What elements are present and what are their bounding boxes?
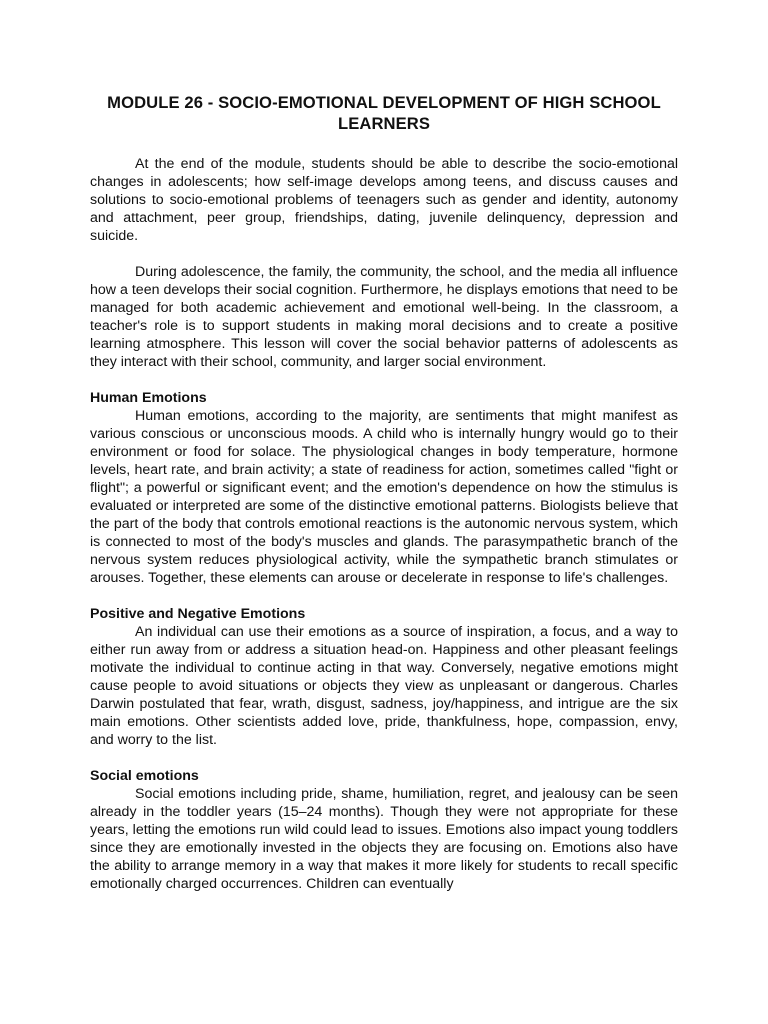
intro-paragraph-2: During adolescence, the family, the community, the school, and the media all influence how a teen develops their social cognition. Furthermore, he displays emotions that need to be managed for both academic achievement and emotional well-being. In the classroom, a teacher's role is to support students in making moral decisions and to create a positive learning atmosphere. This lesson will cover the social behavior patterns of adolescents as they interact with their school, community, and larger social environment.: [90, 264, 678, 370]
section-heading-social-emotions: Social emotions: [90, 768, 199, 784]
section-body-social-emotions: Social emotions including pride, shame, humiliation, regret, and jealousy can be seen already in the toddler years (15–24 months). Though they were not appropriate for these years, letting the emotions run wild could lead to issues. Emotions also impact young toddlers since they are emotionally invested in the objects they are focusing on. Emotions also have the ability to arrange memory in a way that makes it more likely for students to recall specific emotionally charged occurrences. Children can eventually: [90, 786, 678, 892]
section-heading-human-emotions: Human Emotions: [90, 390, 207, 406]
section-heading-positive-negative-emotions: Positive and Negative Emotions: [90, 606, 306, 622]
paragraph-gap: [90, 749, 678, 767]
section-body-positive-negative-emotions: An individual can use their emotions as a source of inspiration, a focus, and a way to either run away from or address a situation head-on. Happiness and other pleasant feelings motivate the individual to continue acting in that way. Conversely, negative emotions might cause people to avoid situations or objects they view as unpleasant or dangerous. Charles Darwin postulated that fear, wrath, disgust, sadness, joy/happiness, and intrigue are the six main emotions. Other scientists added love, pride, thankfulness, hope, compassion, envy, and worry to the list.: [90, 624, 678, 748]
paragraph-gap: [90, 371, 678, 389]
paragraph-gap: [90, 587, 678, 605]
paragraph-gap: [90, 245, 678, 263]
document-page: [90, 92, 678, 893]
intro-paragraph-1: At the end of the module, students should be able to describe the socio-emotional changes in adolescents; how self-image develops among teens, and discuss causes and solutions to socio-emotional problems of teenagers such as gender and identity, autonomy and attachment, peer group, friendships, dating, juvenile delinquency, depression and suicide.: [90, 156, 678, 244]
section-body-human-emotions: Human emotions, according to the majority, are sentiments that might manifest as various conscious or unconscious moods. A child who is internally hungry would go to their environment or food for solace. The physiological changes in body temperature, hormone levels, heart rate, and brain activity; a state of readiness for action, sometimes called "fight or flight"; a powerful or significant event; and the emotion's dependence on how the stimulus is evaluated or interpreted are some of the distinctive emotional patterns. Biologists believe that the part of the body that controls emotional reactions is the autonomic nervous system, which is connected to most of the body's muscles and glands. The parasympathetic branch of the nervous system reduces physiological activity, while the sympathetic branch stimulates or arouses. Together, these elements can arouse or decelerate in response to life's challenges.: [90, 408, 678, 586]
page-title: MODULE 26 - SOCIO-EMOTIONAL DEVELOPMENT OF HIGH SCHOOL LEARNERS: [107, 93, 661, 133]
